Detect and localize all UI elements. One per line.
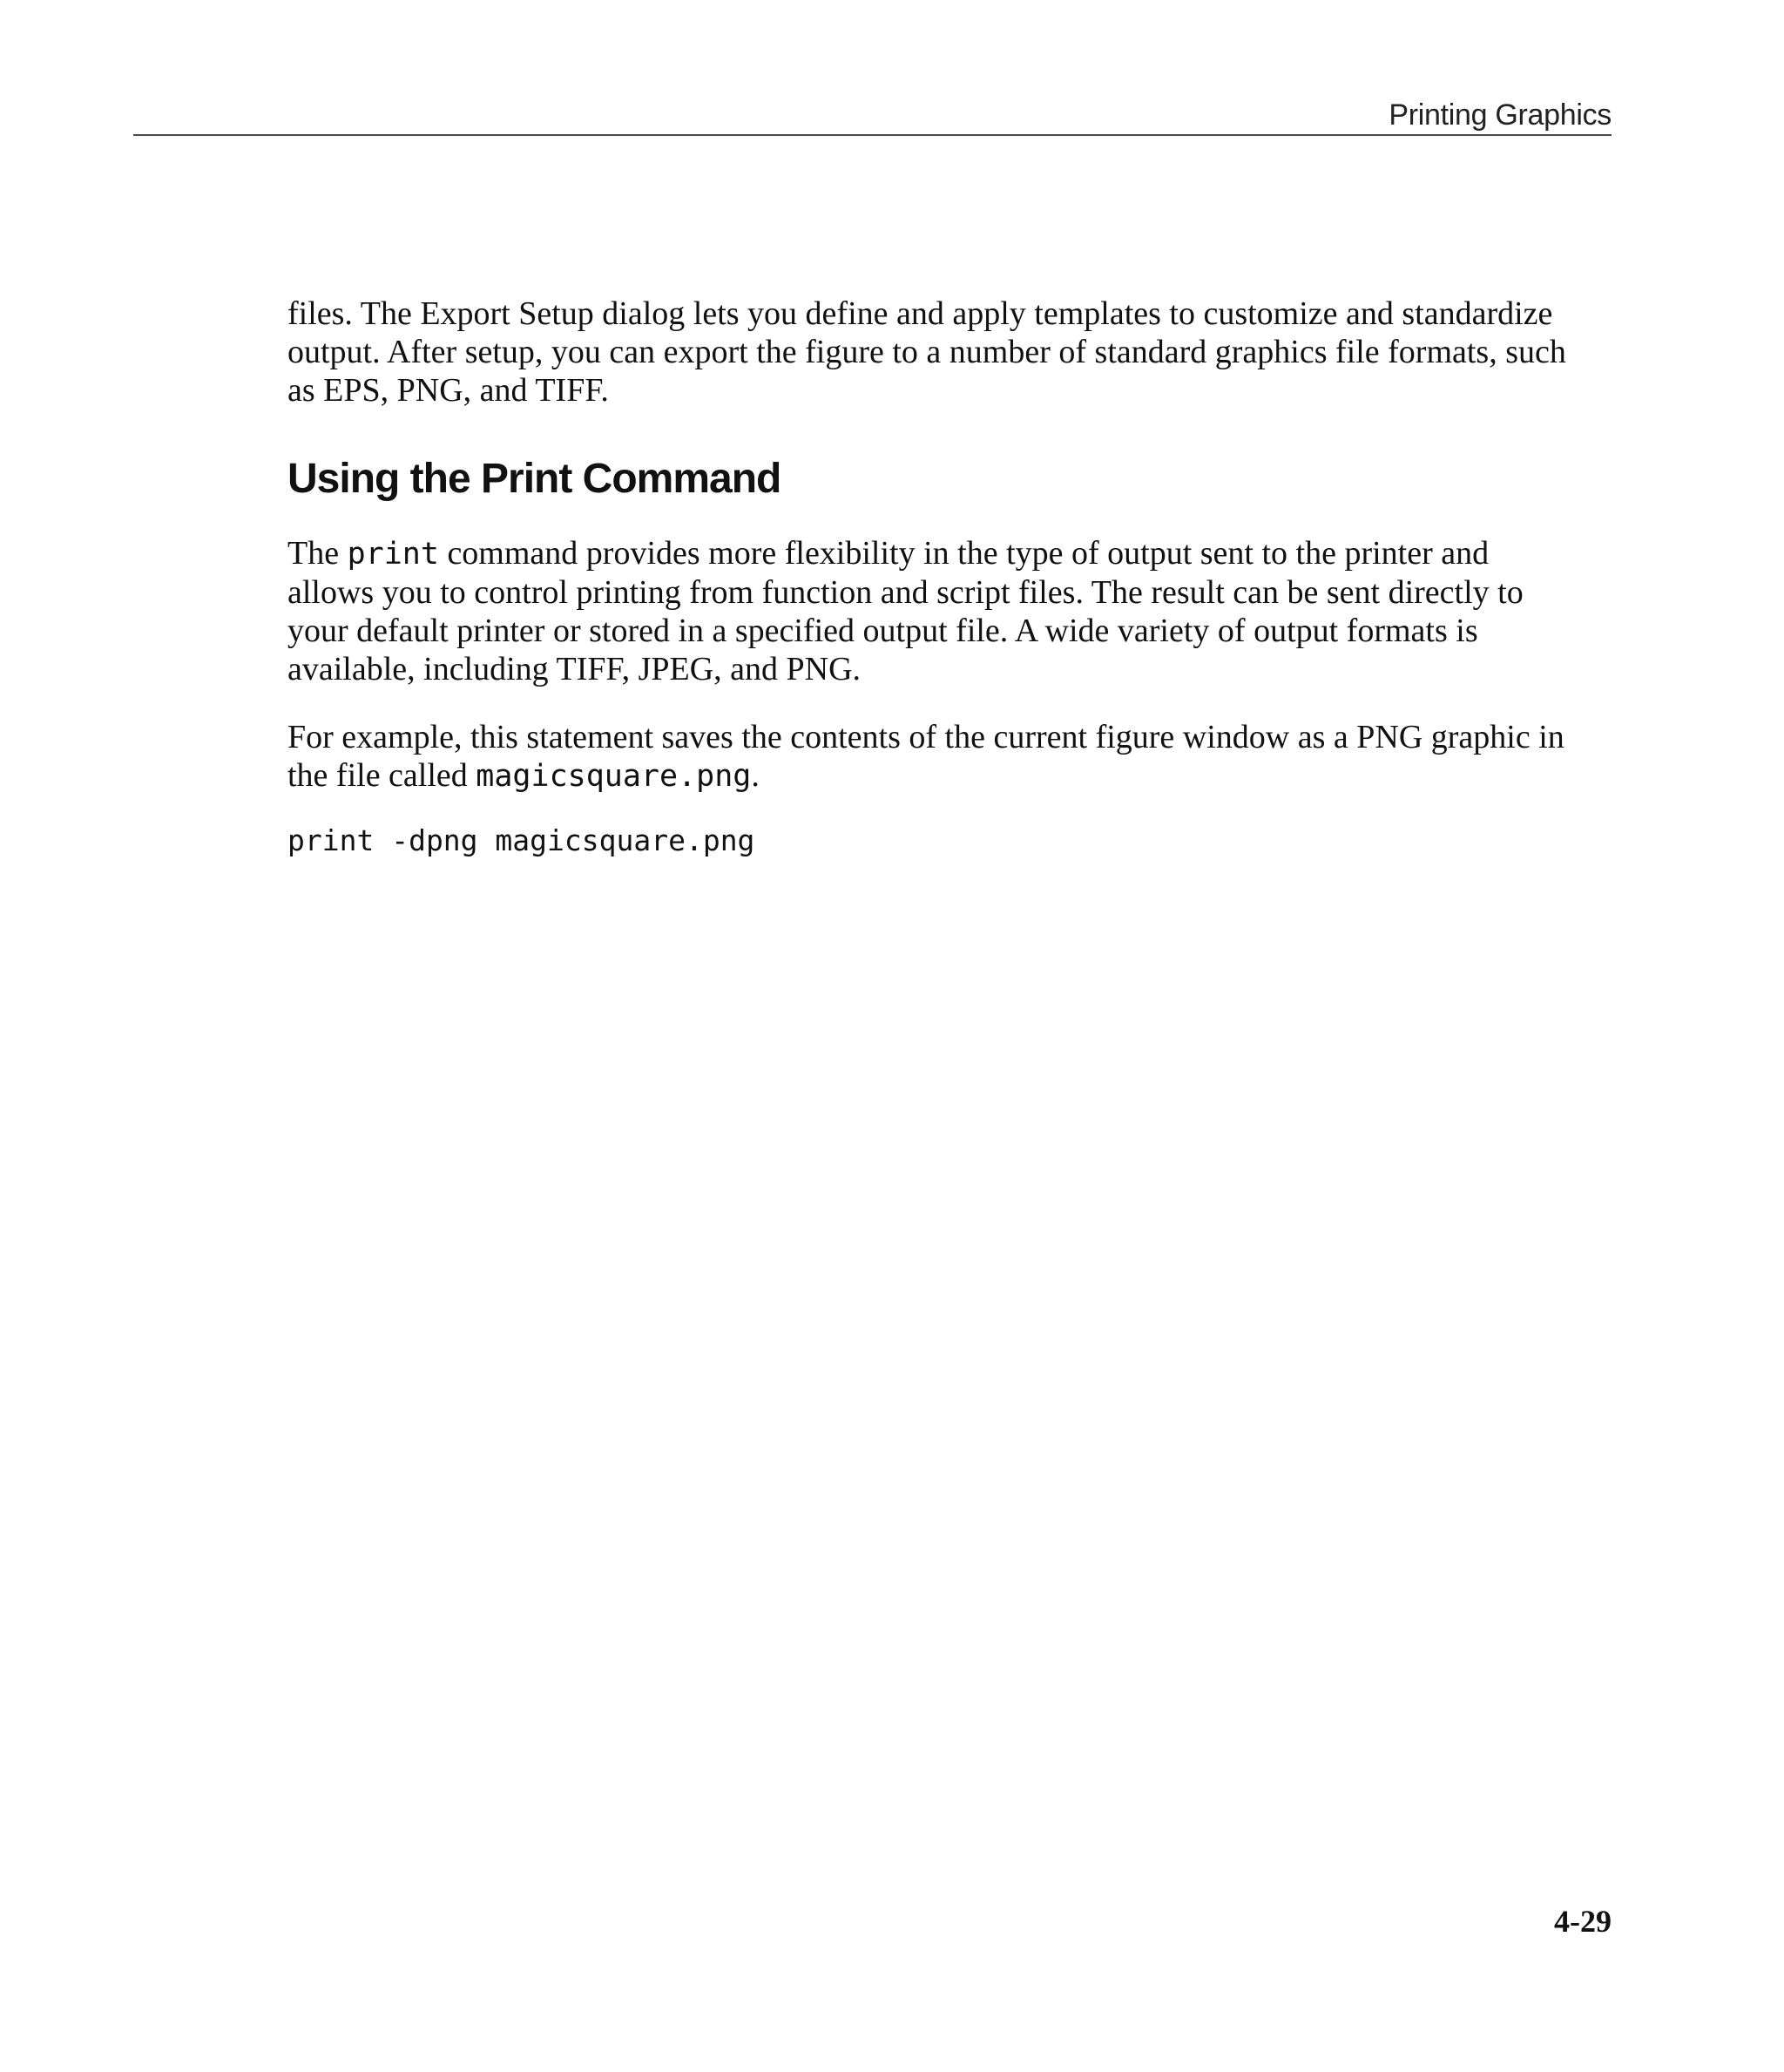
- intro-paragraph: files. The Export Setup dialog lets you define and apply templates to customize and standardize output. After setup, you can export the figure to a number of standard graphics file formats, such as EPS, PNG, and TIFF.: [287, 295, 1566, 409]
- page-number: 4-29: [1554, 1904, 1612, 1939]
- example-paragraph: [287, 718, 1577, 796]
- inline-code: print: [347, 537, 439, 572]
- text-run: For example, this statement saves the contents of the current figure window as a PNG graphic in the file called: [287, 719, 1564, 794]
- running-header: [133, 94, 1612, 136]
- code-example: print -dpng magicsquare.png: [287, 823, 755, 857]
- inline-code: magicsquare.png: [476, 759, 752, 794]
- text-run: command provides more flexibility in the type of output sent to the printer and allows you to control printing from function and script files. The result can be sent directly to your default printer or stored in a specified output file. A wide variety of output formats is available, including TIFF, JPEG, and PNG.: [287, 535, 1524, 687]
- section-heading: Using the Print Command: [287, 456, 781, 502]
- print-command-paragraph: [287, 534, 1577, 688]
- text-run: The: [287, 535, 348, 572]
- page-content: [287, 295, 1577, 858]
- running-header-title: Printing Graphics: [1389, 98, 1612, 132]
- text-run: .: [751, 757, 760, 794]
